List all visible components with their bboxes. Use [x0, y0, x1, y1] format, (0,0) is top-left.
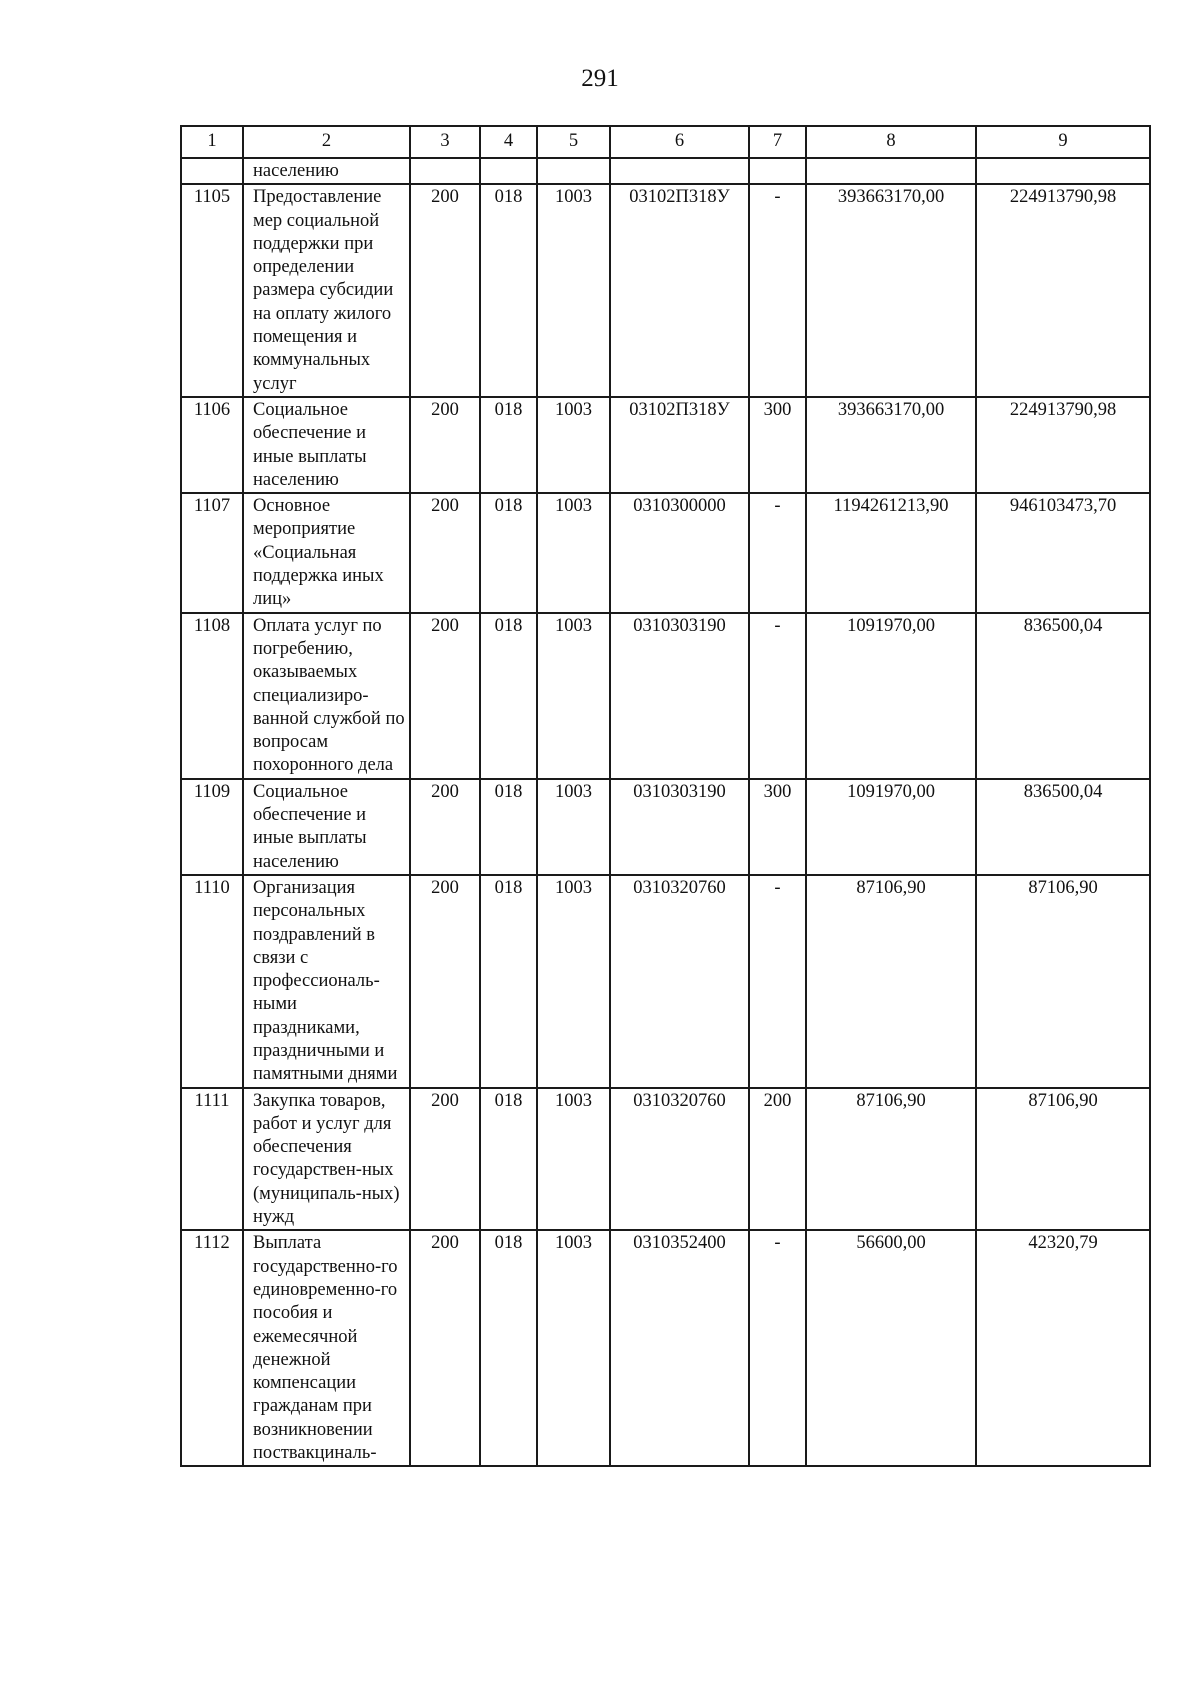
description-cell: Социальное обеспечение и иные выплаты населению [243, 397, 410, 493]
code-cell: 200 [410, 779, 480, 875]
header-cell: 1 [181, 126, 243, 158]
row-number-cell: 1106 [181, 397, 243, 493]
header-cell: 3 [410, 126, 480, 158]
code-cell: 300 [749, 779, 806, 875]
header-cell: 2 [243, 126, 410, 158]
amount-cell [976, 158, 1150, 184]
table-row [181, 184, 1150, 397]
amount-cell: 87106,90 [806, 1088, 976, 1231]
code-cell: 03102П318У [610, 184, 749, 397]
table-header-row [181, 126, 1150, 158]
header-cell: 5 [537, 126, 610, 158]
table-row [181, 779, 1150, 875]
amount-cell: 87106,90 [806, 875, 976, 1088]
amount-cell: 393663170,00 [806, 184, 976, 397]
description-cell: Оплата услуг по погребению, оказываемых специализиро-ванной службой по вопросам похоронного дела [243, 613, 410, 779]
row-number-cell: 1111 [181, 1088, 243, 1231]
code-cell: 1003 [537, 1230, 610, 1466]
code-cell [610, 158, 749, 184]
code-cell: 018 [480, 1088, 537, 1231]
code-cell [749, 158, 806, 184]
code-cell: 200 [410, 493, 480, 612]
code-cell: 1003 [537, 613, 610, 779]
description-cell: Предоставление мер социальной поддержки при определении размера субсидии на оплату жилого помещения и коммунальных услуг [243, 184, 410, 397]
code-cell: 1003 [537, 1088, 610, 1231]
code-cell: 200 [410, 184, 480, 397]
amount-cell: 224913790,98 [976, 397, 1150, 493]
table-row [181, 493, 1150, 612]
code-cell: 0310320760 [610, 1088, 749, 1231]
code-cell: 018 [480, 493, 537, 612]
row-number-cell: 1112 [181, 1230, 243, 1466]
table-row [181, 1088, 1150, 1231]
code-cell: 1003 [537, 875, 610, 1088]
amount-cell: 87106,90 [976, 875, 1150, 1088]
budget-table [180, 125, 1151, 1467]
code-cell: 0310352400 [610, 1230, 749, 1466]
amount-cell: 56600,00 [806, 1230, 976, 1466]
amount-cell: 1091970,00 [806, 613, 976, 779]
code-cell: 200 [410, 1230, 480, 1466]
code-cell: - [749, 493, 806, 612]
code-cell: 200 [749, 1088, 806, 1231]
code-cell: 018 [480, 184, 537, 397]
code-cell: - [749, 1230, 806, 1466]
header-cell: 8 [806, 126, 976, 158]
code-cell: 200 [410, 613, 480, 779]
code-cell: 018 [480, 1230, 537, 1466]
continuation-row [181, 158, 1150, 184]
code-cell: 1003 [537, 779, 610, 875]
table-row [181, 613, 1150, 779]
table-row [181, 397, 1150, 493]
code-cell: 1003 [537, 493, 610, 612]
code-cell: - [749, 613, 806, 779]
row-number-cell: 1107 [181, 493, 243, 612]
code-cell: 300 [749, 397, 806, 493]
code-cell: 0310320760 [610, 875, 749, 1088]
code-cell: 0310303190 [610, 613, 749, 779]
code-cell [480, 158, 537, 184]
code-cell: 018 [480, 875, 537, 1088]
row-number-cell: 1108 [181, 613, 243, 779]
amount-cell: 836500,04 [976, 613, 1150, 779]
code-cell: 200 [410, 875, 480, 1088]
code-cell: 1003 [537, 397, 610, 493]
code-cell: 018 [480, 779, 537, 875]
description-cell: Выплата государственно-го единовременно-го пособия и ежемесячной денежной компенсации гражданам при возникновении поствакциналь- [243, 1230, 410, 1466]
header-cell: 7 [749, 126, 806, 158]
amount-cell: 393663170,00 [806, 397, 976, 493]
page-number: 291 [581, 65, 619, 92]
row-number-cell: 1109 [181, 779, 243, 875]
code-cell: 200 [410, 397, 480, 493]
code-cell: 0310303190 [610, 779, 749, 875]
amount-cell: 87106,90 [976, 1088, 1150, 1231]
header-cell: 9 [976, 126, 1150, 158]
amount-cell: 1194261213,90 [806, 493, 976, 612]
description-cell: населению [243, 158, 410, 184]
code-cell: 018 [480, 397, 537, 493]
row-number-cell [181, 158, 243, 184]
code-cell: 0310300000 [610, 493, 749, 612]
amount-cell: 946103473,70 [976, 493, 1150, 612]
amount-cell: 42320,79 [976, 1230, 1150, 1466]
amount-cell: 224913790,98 [976, 184, 1150, 397]
code-cell: 1003 [537, 184, 610, 397]
description-cell: Закупка товаров, работ и услуг для обеспечения государствен-ных (муниципаль-ных) нужд [243, 1088, 410, 1231]
row-number-cell: 1110 [181, 875, 243, 1088]
description-cell: Организация персональных поздравлений в связи с профессиональ-ными праздниками, праздничными и памятными днями [243, 875, 410, 1088]
header-cell: 6 [610, 126, 749, 158]
description-cell: Социальное обеспечение и иные выплаты населению [243, 779, 410, 875]
code-cell: 03102П318У [610, 397, 749, 493]
code-cell [410, 158, 480, 184]
row-number-cell: 1105 [181, 184, 243, 397]
header-cell: 4 [480, 126, 537, 158]
table-row [181, 1230, 1150, 1466]
amount-cell [806, 158, 976, 184]
code-cell: - [749, 184, 806, 397]
amount-cell: 1091970,00 [806, 779, 976, 875]
code-cell: 018 [480, 613, 537, 779]
table-row [181, 875, 1150, 1088]
code-cell: - [749, 875, 806, 1088]
code-cell [537, 158, 610, 184]
description-cell: Основное мероприятие «Социальная поддержка иных лиц» [243, 493, 410, 612]
code-cell: 200 [410, 1088, 480, 1231]
amount-cell: 836500,04 [976, 779, 1150, 875]
